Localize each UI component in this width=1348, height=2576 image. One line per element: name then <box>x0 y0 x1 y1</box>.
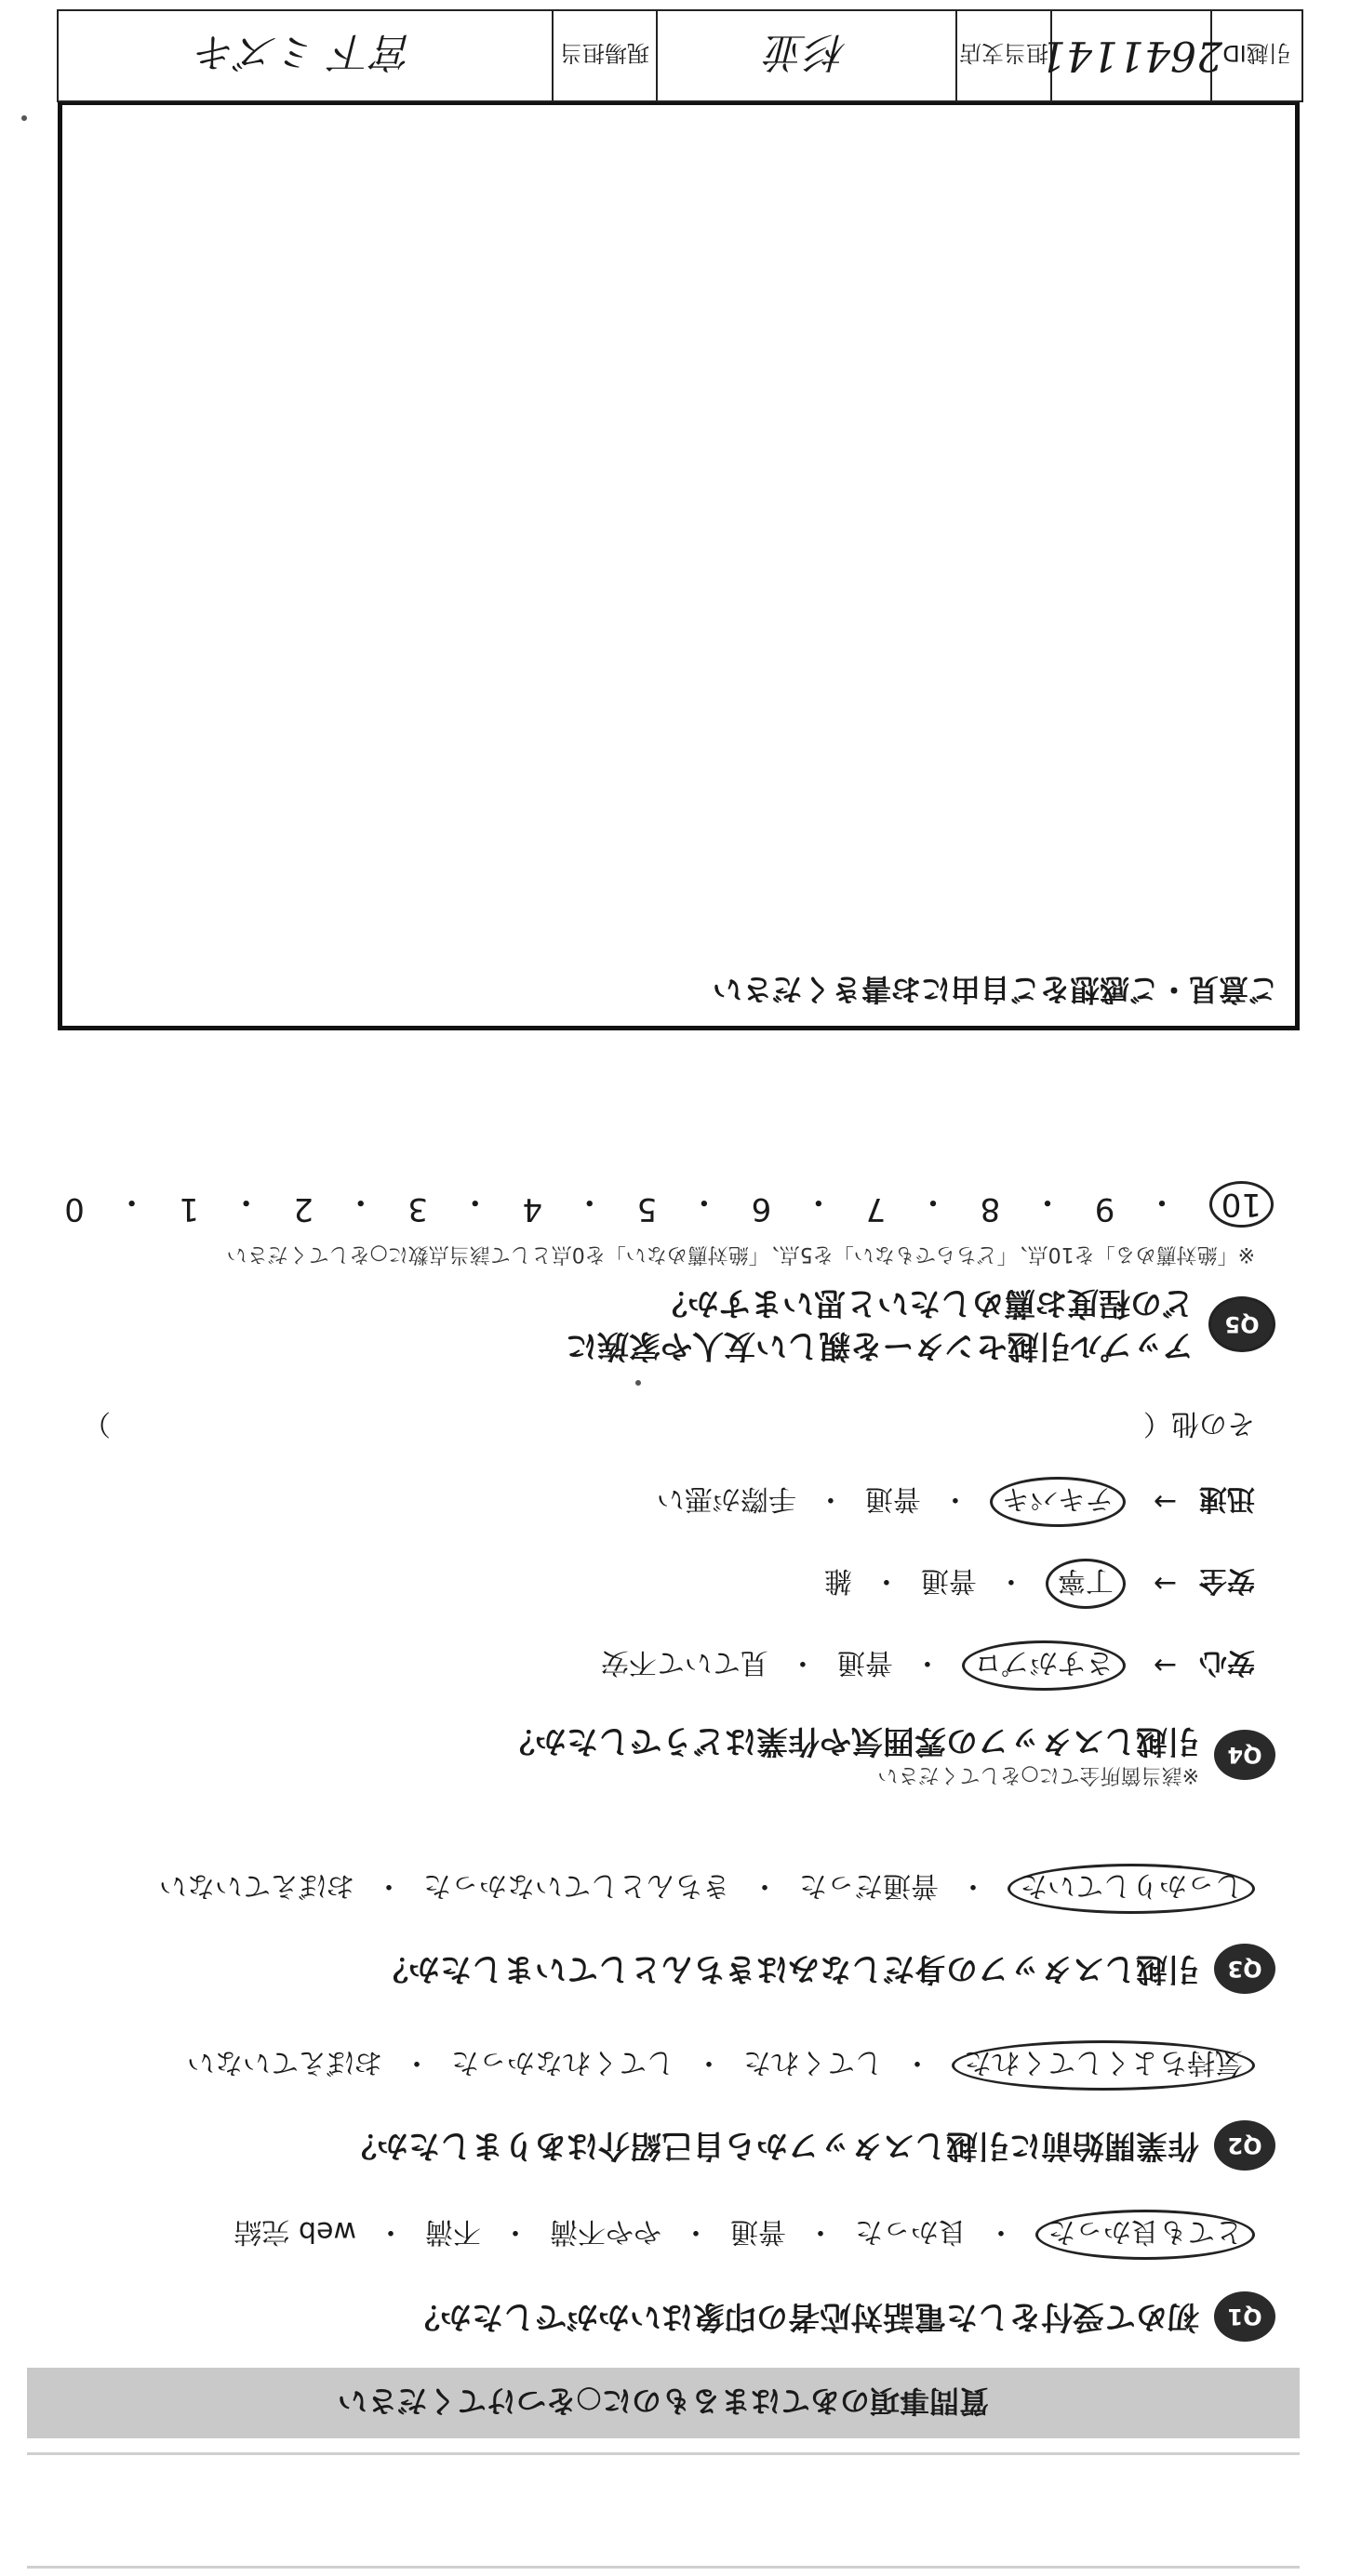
q5-note: ※「絶対薦める」を10点、「どちらでもない」を5点、「絶対薦めない」を0点として該当点数に○をしてください <box>226 1242 1255 1266</box>
q4-option[interactable]: テキパキ <box>990 1477 1126 1527</box>
q4-option[interactable]: 丁寧 <box>1046 1559 1126 1609</box>
q4-other-close: ） <box>83 1407 111 1440</box>
q2-options: 気持ちよくしてくれた ・ してくれた ・ してくれなかった ・ おぼえていない <box>187 2040 1255 2091</box>
q2-option[interactable]: してくれなかった <box>451 2046 674 2078</box>
q3-options: しっかりしていた ・ 普通だった ・ きちんとしていなかった ・ おぼえていない <box>159 1864 1255 1914</box>
scale-option[interactable]: 3 <box>407 1190 429 1228</box>
q2-option[interactable]: おぼえていない <box>187 2046 382 2078</box>
arrow-icon: → <box>1153 1649 1177 1682</box>
q1-text: 初めて受付をした電話対応者の印象はいかがでしたか？ <box>408 2298 1199 2335</box>
instruction-banner: 質問事項のあてはまるものに○をつけてください <box>27 2368 1300 2438</box>
page-edge <box>27 2566 1300 2569</box>
q4-option[interactable]: さすがプロ <box>962 1640 1126 1691</box>
q1-option[interactable]: 不満 <box>425 2215 481 2248</box>
q1-option[interactable]: やや不満 <box>550 2215 661 2248</box>
question-4 <box>503 1720 1275 1791</box>
q4-option[interactable]: 雑 <box>823 1564 852 1597</box>
q3-badge: Q3 <box>1214 1944 1275 1994</box>
q2-text: 作業開始前に引越しスタッフから自己紹介はありましたか？ <box>345 2127 1199 2164</box>
question-5 <box>566 1281 1275 1367</box>
scan-speck <box>21 115 27 121</box>
q1-option[interactable]: web 完結 <box>234 2215 356 2248</box>
scale-option[interactable]: 4 <box>522 1190 543 1228</box>
q3-option[interactable]: おぼえていない <box>159 1869 354 1902</box>
page-edge <box>27 2452 1300 2455</box>
scale-option[interactable]: 1 <box>179 1190 199 1228</box>
q4-row-label: 迅速 <box>1199 1482 1255 1515</box>
scale-option[interactable]: 0 <box>64 1190 85 1228</box>
q3-option[interactable]: きちんとしていなかった <box>423 1869 730 1902</box>
q4-row-anzen: 安全 → 丁寧 ・ 普通 ・ 雑 <box>824 1559 1255 1609</box>
q3-option[interactable]: しっかりしていた <box>1008 1864 1255 1914</box>
arrow-icon: → <box>1153 1485 1177 1519</box>
id-label: 引越ID <box>1210 11 1301 100</box>
scale-option[interactable]: 8 <box>980 1190 1001 1228</box>
q4-option[interactable]: 普通 <box>864 1482 921 1515</box>
q3-option[interactable]: 普通だった <box>799 1869 939 1902</box>
q4-note: ※該当箇所全てに○をしてください <box>877 1763 1199 1786</box>
scale-option[interactable]: 10 <box>1209 1181 1274 1228</box>
scan-speck <box>635 1380 641 1386</box>
q4-option[interactable]: 手際が悪い <box>656 1482 796 1515</box>
comment-box-title: ご意見・ご感想をご自由にお書きください <box>712 972 1278 1007</box>
question-1 <box>408 2291 1275 2342</box>
q5-badge: Q5 <box>1208 1296 1275 1352</box>
question-3 <box>377 1944 1275 1994</box>
q3-text: 引越しスタッフの身だしなみはきちんとしていましたか？ <box>377 1950 1199 1987</box>
leader-value: 宮下 ミズキ <box>196 28 414 75</box>
scale-option[interactable]: 7 <box>865 1190 887 1228</box>
q5-text-line1: アップル引越センターを親しい友人や家族に <box>566 1327 1194 1364</box>
q4-option[interactable]: 普通 <box>836 1646 893 1679</box>
question-2 <box>345 2120 1275 2171</box>
q4-row-label: 安心 <box>1199 1646 1255 1679</box>
q1-option[interactable]: とても良かった <box>1035 2210 1255 2260</box>
scale-option[interactable]: 5 <box>636 1190 658 1228</box>
q1-option[interactable]: 良かった <box>855 2215 967 2248</box>
q2-option[interactable]: 気持ちよくしてくれた <box>952 2040 1255 2091</box>
scale-option[interactable]: 9 <box>1094 1190 1115 1228</box>
branch-label: 担当支店 <box>955 11 1050 100</box>
q4-option[interactable]: 見ていて不安 <box>600 1646 768 1679</box>
q2-badge: Q2 <box>1214 2120 1275 2171</box>
footer-table <box>57 9 1303 102</box>
q4-option[interactable]: 普通 <box>920 1564 977 1597</box>
q4-other <box>83 1406 1255 1447</box>
q1-options: とても良かった ・ 良かった ・ 普通 ・ やや不満 ・ 不満 ・ web 完結 <box>234 2210 1255 2260</box>
leader-label: 現場担当 <box>552 11 656 100</box>
q2-option[interactable]: してくれた <box>743 2046 883 2078</box>
q4-row-jinsoku: 迅速 → テキパキ ・ 普通 ・ 手際が悪い <box>657 1477 1255 1527</box>
arrow-icon: → <box>1153 1567 1177 1600</box>
q4-row-label: 安全 <box>1199 1564 1255 1597</box>
scale-option[interactable]: 2 <box>293 1190 314 1228</box>
q5-scale: 10 ・ 9 ・ 8 ・ 7 ・ 6 ・ 5 ・ 4 ・ 3 ・ 2 ・ 1 ・ 0 <box>64 1181 1274 1228</box>
q4-other-label: その他（ <box>1143 1407 1255 1440</box>
id-value: 2641141 <box>1050 11 1210 100</box>
q4-badge: Q4 <box>1214 1731 1275 1781</box>
branch-value: 杉並 <box>656 11 955 100</box>
q1-badge: Q1 <box>1214 2291 1275 2342</box>
q1-option[interactable]: 普通 <box>730 2215 786 2248</box>
q5-text-line2: どの程度お薦めしたいと思いますか？ <box>656 1284 1194 1321</box>
comment-box[interactable] <box>58 100 1300 1030</box>
scale-option[interactable]: 6 <box>751 1190 772 1228</box>
q4-row-anshin: 安心 → さすがプロ ・ 普通 ・ 見ていて不安 <box>601 1640 1255 1691</box>
q4-text: 引越しスタッフの雰囲気や作業はどうでしたか？ <box>503 1722 1199 1759</box>
